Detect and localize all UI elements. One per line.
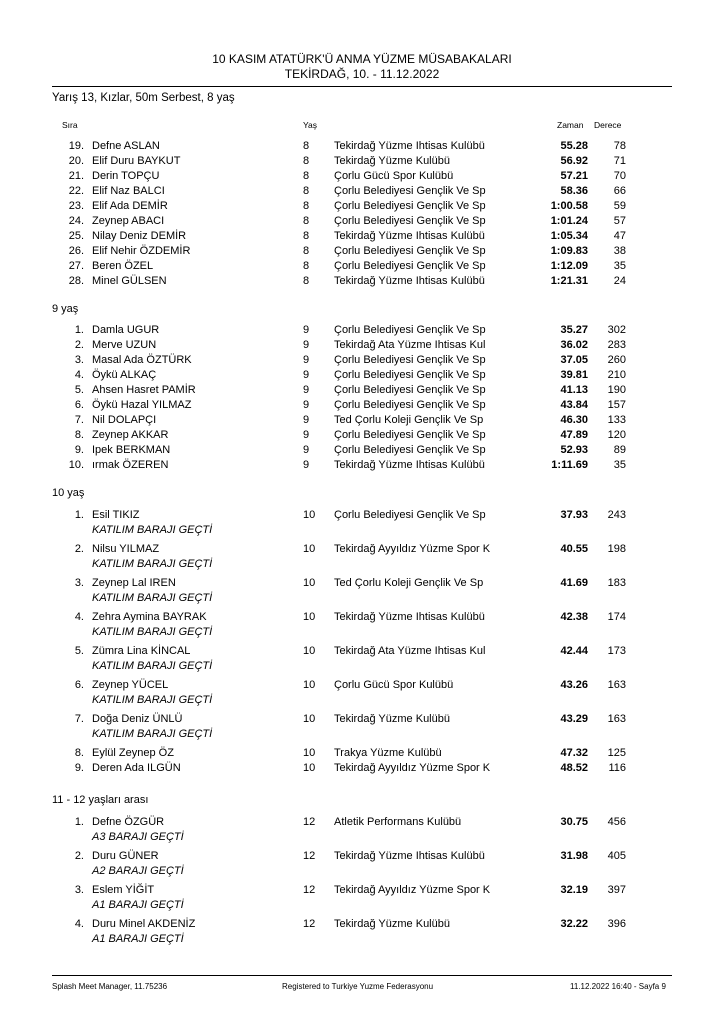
result-row — [0, 368, 724, 382]
result-row — [0, 184, 724, 198]
club-name: Tekirdağ Yüzme Kulübü — [334, 713, 450, 725]
result-row — [0, 644, 724, 658]
club-name: Tekirdağ Ayyıldız Yüzme Spor K — [334, 543, 491, 555]
points-cell: 163 — [607, 713, 626, 725]
time-cell: 32.19 — [560, 884, 588, 896]
points-cell: 397 — [607, 884, 626, 896]
club-name: Tekirdağ Yüzme Ihtisas Kulübü — [334, 230, 485, 242]
club-name: Tekirdağ Ayyıldız Yüzme Spor K — [334, 762, 491, 774]
time-cell: 37.93 — [560, 509, 588, 521]
result-row — [0, 398, 724, 412]
rank-cell: 8. — [74, 429, 84, 441]
rank-cell: 7. — [74, 414, 84, 426]
points-cell: 47 — [613, 230, 626, 242]
swimmer-name: Esil TIKIZ — [92, 509, 140, 521]
club-name: Tekirdağ Yüzme Ihtisas Kulübü — [334, 140, 485, 152]
age-cell: 9 — [303, 384, 310, 396]
time-cell: 1:00.58 — [550, 200, 588, 212]
time-cell: 47.89 — [560, 429, 588, 441]
result-row — [0, 815, 724, 829]
age-cell: 10 — [303, 543, 316, 555]
club-name: Çorlu Belediyesi Gençlik Ve Sp — [334, 369, 486, 381]
points-cell: 405 — [607, 850, 626, 862]
swimmer-name: Zümra Lina KİNCAL — [92, 645, 191, 657]
column-header-time: Zaman — [557, 120, 584, 130]
result-row — [0, 917, 724, 931]
swimmer-name: Öykü ALKAÇ — [92, 369, 157, 381]
rank-cell: 2. — [74, 850, 84, 862]
club-name: Tekirdağ Yüzme Kulübü — [334, 155, 450, 167]
rank-cell: 2. — [74, 339, 84, 351]
swimmer-name: Duru Minel AKDENİZ — [92, 918, 196, 930]
time-cell: 55.28 — [560, 140, 588, 152]
age-cell: 9 — [303, 429, 310, 441]
footer-software: Splash Meet Manager, 11.75236 — [52, 982, 168, 991]
points-cell: 35 — [613, 260, 626, 272]
section-title: 10 yaş — [52, 487, 85, 499]
age-cell: 10 — [303, 509, 316, 521]
time-cell: 41.13 — [560, 384, 588, 396]
swimmer-name: Doğa Deniz ÜNLÜ — [92, 713, 183, 725]
footer-registration: Registered to Turkiye Yuzme Federasyonu — [282, 982, 434, 991]
time-cell: 43.26 — [560, 679, 588, 691]
rank-cell: 1. — [74, 509, 84, 521]
age-cell: 9 — [303, 354, 310, 366]
club-name: Çorlu Belediyesi Gençlik Ve Sp — [334, 260, 486, 272]
club-name: Çorlu Belediyesi Gençlik Ve Sp — [334, 429, 486, 441]
club-name: Çorlu Belediyesi Gençlik Ve Sp — [334, 200, 486, 212]
rank-cell: 3. — [74, 884, 84, 896]
age-cell: 8 — [303, 275, 310, 287]
qualification-note: KATILIM BARAJI GEÇTİ — [92, 524, 213, 536]
rank-cell: 3. — [74, 354, 84, 366]
points-cell: 174 — [607, 611, 626, 623]
club-name: Ted Çorlu Koleji Gençlik Ve Sp — [334, 414, 484, 426]
swimmer-name: Zeynep AKKAR — [92, 429, 169, 441]
time-cell: 32.22 — [560, 918, 588, 930]
club-name: Tekirdağ Ata Yüzme Ihtisas Kul — [334, 339, 486, 351]
club-name: Tekirdağ Yüzme Ihtisas Kulübü — [334, 850, 485, 862]
age-cell: 8 — [303, 230, 310, 242]
qualification-note: KATILIM BARAJI GEÇTİ — [92, 660, 213, 672]
time-cell: 1:05.34 — [550, 230, 588, 242]
points-cell: 173 — [607, 645, 626, 657]
swimmer-name: Duru GÜNER — [92, 850, 159, 862]
rank-cell: 7. — [74, 713, 84, 725]
swimmer-name: Nilsu YILMAZ — [92, 543, 160, 555]
rank-cell: 1. — [74, 324, 84, 336]
result-row — [0, 610, 724, 624]
rank-cell: 28. — [68, 275, 84, 287]
age-cell: 8 — [303, 140, 310, 152]
swimmer-name: Defne ÖZGÜR — [92, 816, 165, 828]
footer-divider — [52, 975, 672, 976]
swimmer-name: Defne ASLAN — [92, 140, 160, 152]
age-cell: 10 — [303, 577, 316, 589]
age-cell: 8 — [303, 215, 310, 227]
points-cell: 89 — [613, 444, 626, 456]
page-title: 10 KASIM ATATÜRK'Ü ANMA YÜZME MÜSABAKALARI — [212, 52, 512, 66]
points-cell: 116 — [608, 762, 626, 774]
swimmer-name: Masal Ada ÖZTÜRK — [92, 354, 192, 366]
result-row — [0, 508, 724, 522]
result-row — [0, 199, 724, 213]
swimmer-name: Merve UZUN — [92, 339, 157, 351]
time-cell: 40.55 — [560, 543, 588, 555]
club-name: Trakya Yüzme Kulübü — [334, 747, 442, 759]
header-divider — [52, 86, 672, 87]
result-row — [0, 849, 724, 863]
result-row — [0, 761, 724, 775]
swimmer-name: Elif Naz BALCI — [92, 185, 165, 197]
swimmer-name: Öykü Hazal YILMAZ — [92, 399, 192, 411]
age-cell: 8 — [303, 200, 310, 212]
points-cell: 59 — [613, 200, 626, 212]
time-cell: 57.21 — [560, 170, 588, 182]
club-name: Tekirdağ Yüzme Ihtisas Kulübü — [334, 611, 485, 623]
result-row — [0, 323, 724, 337]
swimmer-name: Ipek BERKMAN — [92, 444, 171, 456]
race-title: Yarış 13, Kızlar, 50m Serbest, 8 yaş — [52, 92, 235, 104]
rank-cell: 19. — [68, 140, 84, 152]
age-cell: 10 — [303, 762, 316, 774]
age-cell: 9 — [303, 369, 310, 381]
result-row — [0, 229, 724, 243]
points-cell: 125 — [607, 747, 626, 759]
column-header-points: Derece — [594, 120, 622, 130]
swimmer-name: Zeynep Lal IREN — [92, 577, 176, 589]
age-cell: 8 — [303, 260, 310, 272]
age-cell: 12 — [303, 850, 316, 862]
club-name: Ted Çorlu Koleji Gençlik Ve Sp — [334, 577, 484, 589]
time-cell: 43.84 — [560, 399, 588, 411]
club-name: Çorlu Belediyesi Gençlik Ve Sp — [334, 444, 486, 456]
points-cell: 120 — [607, 429, 626, 441]
qualification-note: A3 BARAJI GEÇTİ — [92, 831, 184, 843]
rank-cell: 4. — [74, 918, 84, 930]
points-cell: 157 — [607, 399, 626, 411]
result-row — [0, 274, 724, 288]
time-cell: 1:21.31 — [550, 275, 588, 287]
result-row — [0, 576, 724, 590]
rank-cell: 5. — [74, 645, 84, 657]
rank-cell: 10. — [68, 459, 84, 471]
swimmer-name: ırmak ÖZEREN — [92, 459, 169, 471]
rank-cell: 23. — [68, 200, 84, 212]
qualification-note: KATILIM BARAJI GEÇTİ — [92, 694, 213, 706]
club-name: Tekirdağ Ata Yüzme Ihtisas Kul — [334, 645, 486, 657]
rank-cell: 8. — [74, 747, 84, 759]
time-cell: 41.69 — [560, 577, 588, 589]
result-row — [0, 353, 724, 367]
time-cell: 58.36 — [560, 185, 588, 197]
points-cell: 190 — [607, 384, 626, 396]
footer-date-page: 11.12.2022 16:40 - Sayfa 9 — [570, 982, 666, 991]
points-cell: 198 — [607, 543, 626, 555]
result-row — [0, 259, 724, 273]
age-cell: 10 — [303, 611, 316, 623]
rank-cell: 5. — [74, 384, 84, 396]
rank-cell: 20. — [68, 155, 84, 167]
points-cell: 396 — [607, 918, 626, 930]
age-cell: 10 — [303, 679, 316, 691]
time-cell: 52.93 — [560, 444, 588, 456]
age-cell: 9 — [303, 444, 310, 456]
result-row — [0, 383, 724, 397]
time-cell: 1:09.83 — [550, 245, 588, 257]
swimmer-name: Deren Ada ILGÜN — [92, 762, 181, 774]
rank-cell: 25. — [68, 230, 84, 242]
page-header — [0, 52, 724, 82]
age-cell: 8 — [303, 155, 310, 167]
points-cell: 133 — [607, 414, 626, 426]
age-cell: 9 — [303, 414, 310, 426]
result-row — [0, 338, 724, 352]
rank-cell: 4. — [74, 369, 84, 381]
result-row — [0, 542, 724, 556]
rank-cell: 9. — [74, 762, 84, 774]
section-title: 11 - 12 yaşları arası — [52, 794, 149, 806]
time-cell: 1:11.69 — [551, 459, 588, 471]
result-row — [0, 443, 724, 457]
rank-cell: 2. — [74, 543, 84, 555]
rank-cell: 4. — [74, 611, 84, 623]
time-cell: 47.32 — [560, 747, 588, 759]
time-cell: 37.05 — [560, 354, 588, 366]
age-cell: 9 — [303, 339, 310, 351]
rank-cell: 21. — [68, 170, 84, 182]
age-cell: 10 — [303, 645, 316, 657]
column-header-rank: Sıra — [62, 120, 78, 130]
rank-cell: 22. — [68, 185, 84, 197]
swimmer-name: Nilay Deniz DEMİR — [92, 230, 187, 242]
result-row — [0, 139, 724, 153]
time-cell: 31.98 — [560, 850, 588, 862]
swimmer-name: Beren ÖZEL — [92, 260, 154, 272]
club-name: Tekirdağ Yüzme Kulübü — [334, 918, 450, 930]
time-cell: 36.02 — [560, 339, 588, 351]
time-cell: 1:01.24 — [550, 215, 588, 227]
section-title: 9 yaş — [52, 303, 79, 315]
swimmer-name: Derin TOPÇU — [92, 170, 160, 182]
rank-cell: 3. — [74, 577, 84, 589]
age-cell: 10 — [303, 713, 316, 725]
qualification-note: A1 BARAJI GEÇTİ — [92, 933, 184, 945]
swimmer-name: Elif Nehir ÖZDEMİR — [92, 245, 191, 257]
points-cell: 57 — [613, 215, 626, 227]
club-name: Tekirdağ Ayyıldız Yüzme Spor K — [334, 884, 491, 896]
qualification-note: A1 BARAJI GEÇTİ — [92, 899, 184, 911]
age-cell: 12 — [303, 884, 316, 896]
result-row — [0, 244, 724, 258]
result-row — [0, 214, 724, 228]
rank-cell: 6. — [74, 399, 84, 411]
club-name: Tekirdağ Yüzme Ihtisas Kulübü — [334, 275, 485, 287]
qualification-note: KATILIM BARAJI GEÇTİ — [92, 626, 213, 638]
age-cell: 9 — [303, 324, 310, 336]
time-cell: 39.81 — [560, 369, 588, 381]
result-row — [0, 712, 724, 726]
club-name: Tekirdağ Yüzme Ihtisas Kulübü — [334, 459, 485, 471]
points-cell: 35 — [613, 459, 626, 471]
points-cell: 243 — [607, 509, 626, 521]
rank-cell: 1. — [74, 816, 84, 828]
rank-cell: 27. — [68, 260, 84, 272]
club-name: Çorlu Belediyesi Gençlik Ve Sp — [334, 215, 486, 227]
age-cell: 9 — [303, 399, 310, 411]
column-header-age: Yaş — [303, 120, 318, 130]
points-cell: 78 — [613, 140, 626, 152]
points-cell: 163 — [607, 679, 626, 691]
result-row — [0, 458, 724, 472]
points-cell: 38 — [613, 245, 626, 257]
swimmer-name: Zeynep YÜCEL — [92, 679, 169, 691]
points-cell: 71 — [613, 155, 626, 167]
points-cell: 24 — [613, 275, 626, 287]
swimmer-name: Damla UGUR — [92, 324, 160, 336]
swimmer-name: Zeynep ABACI — [92, 215, 165, 227]
club-name: Çorlu Belediyesi Gençlik Ve Sp — [334, 185, 486, 197]
time-cell: 30.75 — [560, 816, 588, 828]
club-name: Çorlu Belediyesi Gençlik Ve Sp — [334, 399, 486, 411]
result-row — [0, 746, 724, 760]
age-cell: 9 — [303, 459, 310, 471]
club-name: Çorlu Belediyesi Gençlik Ve Sp — [334, 354, 486, 366]
swimmer-name: Zehra Aymina BAYRAK — [92, 611, 207, 623]
points-cell: 456 — [607, 816, 626, 828]
swimmer-name: Ahsen Hasret PAMİR — [92, 384, 196, 396]
time-cell: 42.38 — [560, 611, 588, 623]
result-row — [0, 883, 724, 897]
rank-cell: 24. — [68, 215, 84, 227]
time-cell: 48.52 — [560, 762, 588, 774]
age-cell: 8 — [303, 170, 310, 182]
rank-cell: 9. — [74, 444, 84, 456]
rank-cell: 26. — [68, 245, 84, 257]
points-cell: 66 — [613, 185, 626, 197]
swimmer-name: Eylül Zeynep ÖZ — [92, 747, 174, 759]
swimmer-name: Elif Duru BAYKUT — [92, 155, 181, 167]
swimmer-name: Nil DOLAPÇI — [92, 414, 157, 426]
qualification-note: KATILIM BARAJI GEÇTİ — [92, 592, 213, 604]
result-row — [0, 678, 724, 692]
points-cell: 183 — [607, 577, 626, 589]
time-cell: 1:12.09 — [550, 260, 588, 272]
qualification-note: KATILIM BARAJI GEÇTİ — [92, 558, 213, 570]
points-cell: 260 — [607, 354, 626, 366]
age-cell: 8 — [303, 245, 310, 257]
club-name: Çorlu Belediyesi Gençlik Ve Sp — [334, 324, 486, 336]
time-cell: 43.29 — [560, 713, 588, 725]
swimmer-name: Eslem YİĞİT — [92, 884, 155, 896]
age-cell: 8 — [303, 185, 310, 197]
age-cell: 10 — [303, 747, 316, 759]
club-name: Çorlu Belediyesi Gençlik Ve Sp — [334, 509, 486, 521]
club-name: Çorlu Belediyesi Gençlik Ve Sp — [334, 245, 486, 257]
age-cell: 12 — [303, 918, 316, 930]
club-name: Çorlu Gücü Spor Kulübü — [334, 170, 454, 182]
qualification-note: A2 BARAJI GEÇTİ — [92, 865, 184, 877]
club-name: Çorlu Belediyesi Gençlik Ve Sp — [334, 384, 486, 396]
result-row — [0, 428, 724, 442]
time-cell: 42.44 — [560, 645, 588, 657]
result-row — [0, 169, 724, 183]
rank-cell: 6. — [74, 679, 84, 691]
points-cell: 210 — [607, 369, 626, 381]
swimmer-name: Minel GÜLSEN — [92, 275, 167, 287]
points-cell: 302 — [607, 324, 626, 336]
swimmer-name: Elif Ada DEMİR — [92, 200, 168, 212]
points-cell: 70 — [613, 170, 626, 182]
club-name: Atletik Performans Kulübü — [334, 816, 462, 828]
page-subtitle: TEKİRDAĞ, 10. - 11.12.2022 — [284, 67, 440, 81]
points-cell: 283 — [607, 339, 626, 351]
time-cell: 35.27 — [560, 324, 588, 336]
qualification-note: KATILIM BARAJI GEÇTİ — [92, 728, 213, 740]
result-row — [0, 154, 724, 168]
age-cell: 12 — [303, 816, 316, 828]
time-cell: 56.92 — [560, 155, 588, 167]
club-name: Çorlu Gücü Spor Kulübü — [334, 679, 454, 691]
result-row — [0, 413, 724, 427]
time-cell: 46.30 — [560, 414, 588, 426]
